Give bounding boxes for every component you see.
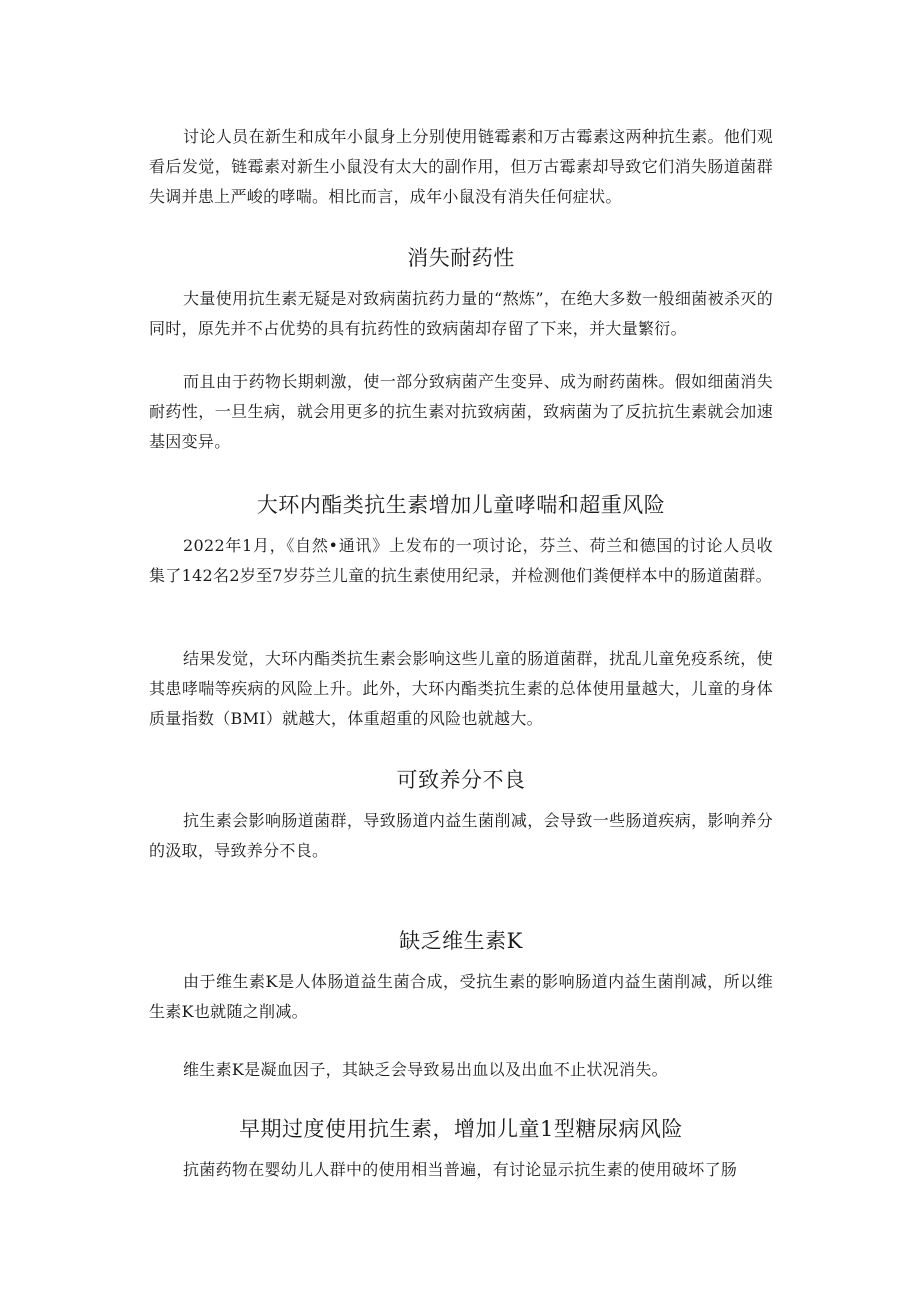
section-macrolide-para-1 bbox=[149, 531, 773, 591]
section-heading: 大环内酯类抗生素增加儿童哮喘和超重风险 bbox=[256, 493, 666, 517]
section-vitamin-k-para-2 bbox=[149, 1055, 773, 1085]
section-heading: 缺乏维生素K bbox=[399, 929, 523, 953]
section-drug-resistance bbox=[149, 243, 773, 273]
section-diabetes-para-1 bbox=[149, 1155, 773, 1185]
section-malnutrition-para-1 bbox=[149, 806, 773, 866]
body-paragraph: 而且由于药物长期刺激，使一部分致病菌产生变异、成为耐药菌株。假如细菌消失耐药性，一旦生病，就会用更多的抗生素对抗致病菌，致病菌为了反抗抗生素就会加速基因变异。 bbox=[149, 372, 773, 451]
body-paragraph: 维生素K是凝血因子，其缺乏会导致易出血以及出血不止状况消失。 bbox=[183, 1060, 668, 1079]
body-paragraph: 大量使用抗生素无疑是对致病菌抗药力量的“熬炼”，在绝大多数一般细菌被杀灭的同时，原先并不占优势的具有抗药性的致病菌却存留了下来，并大量繁衍。 bbox=[149, 289, 773, 338]
body-paragraph: 抗菌药物在婴幼儿人群中的使用相当普遍，有讨论显示抗生素的使用破坏了肠 bbox=[183, 1160, 738, 1179]
body-paragraph: 结果发觉，大环内酯类抗生素会影响这些儿童的肠道菌群，扰乱儿童免疫系统，使其患哮喘等疾病的风险上升。此外，大环内酯类抗生素的总体使用量越大，儿童的身体质量指数（BMI）就越大，体重超重的风险也就越大。 bbox=[149, 649, 773, 728]
section-heading: 消失耐药性 bbox=[407, 246, 515, 270]
section-diabetes bbox=[149, 1114, 773, 1144]
section-heading: 早期过度使用抗生素，增加儿童1型糖尿病风险 bbox=[239, 1117, 683, 1141]
body-paragraph: 由于维生素K是人体肠道益生菌合成，受抗生素的影响肠道内益生菌削减，所以维生素K也就随之削减。 bbox=[149, 972, 773, 1021]
section-malnutrition bbox=[149, 765, 773, 795]
section-heading: 可致养分不良 bbox=[396, 768, 526, 792]
section-drug-resistance-para-2 bbox=[149, 367, 773, 457]
intro-block bbox=[149, 122, 773, 212]
intro-paragraph: 讨论人员在新生和成年小鼠身上分别使用链霉素和万古霉素这两种抗生素。他们观看后发觉，链霉素对新生小鼠没有太大的副作用，但万古霉素却导致它们消失肠道菌群失调并患上严峻的哮喘。相比而言，成年小鼠没有消失任何症状。 bbox=[149, 127, 773, 206]
section-vitamin-k-para-1 bbox=[149, 967, 773, 1027]
body-paragraph: 2022年1月，《自然•通讯》上发布的一项讨论，芬兰、荷兰和德国的讨论人员收集了142名2岁至7岁芬兰儿童的抗生素使用纪录，并检测他们粪便样本中的肠道菌群。 bbox=[149, 536, 773, 585]
section-drug-resistance-para-1 bbox=[149, 284, 773, 344]
section-vitamin-k bbox=[149, 926, 773, 956]
section-macrolide-para-2 bbox=[149, 644, 773, 734]
section-macrolide bbox=[149, 490, 773, 520]
body-paragraph: 抗生素会影响肠道菌群，导致肠道内益生菌削减，会导致一些肠道疾病，影响养分的汲取，导致养分不良。 bbox=[149, 811, 773, 860]
